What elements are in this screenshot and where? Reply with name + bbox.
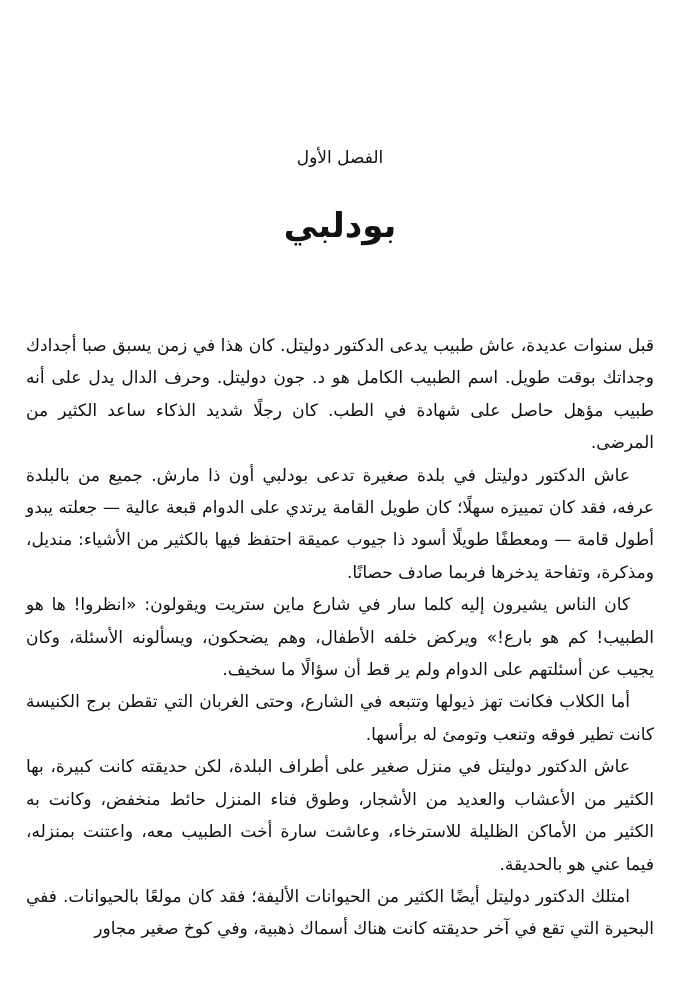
paragraph-3: كان الناس يشيرون إليه كلما سار في شارع ماين ستريت ويقولون: «انظروا! ها هو الطبيب! كم هو بارع!» ويركض خلفه الأطفال، وهم يضحكون، ويسألونه الأسئلة، وكان يجيب عن أسئلتهم على الدوام ولم ير قط أن سؤالًا ما سخيف.: [26, 595, 654, 681]
chapter-body: [26, 330, 654, 946]
paragraph-6: امتلك الدكتور دوليتل أيضًا الكثير من الحيوانات الأليفة؛ فقد كان مولعًا بالحيوانات. ففي البحيرة التي تقع في آخر حديقته كانت هناك أسماك ذهبية، وفي كوخ صغير مجاور: [26, 886, 654, 940]
paragraph-4: أما الكلاب فكانت تهز ذيولها وتتبعه في الشارع، وحتى الغربان التي تقطن برج الكنيسة كانت تطير فوقه وتنعب وتومئ له برأسها.: [26, 692, 654, 745]
chapter-title: بودلبي: [283, 206, 397, 246]
chapter-label: الفصل الأول: [296, 148, 384, 168]
paragraph-5: عاش الدكتور دوليتل في منزل صغير على أطراف البلدة، لكن حديقته كانت كبيرة، بها الكثير من الأعشاب والعديد من الأشجار، وطوق فناء المنزل حائط منخفض، وكانت به الكثير من الأماكن الظليلة للاسترخاء، وعاشت سارة أخت الطبيب معه، واعتنت بمنزله، فيما عني هو بالحديقة.: [26, 757, 654, 875]
paragraph-1: قبل سنوات عديدة، عاش طبيب يدعى الدكتور دوليتل. كان هذا في زمن يسبق صبا أجدادك وجداتك بوقت طويل. اسم الطبيب الكامل هو د. جون دوليتل. وحرف الدال يدل على أنه طبيب مؤهل حاصل على شهادة في الطب. كان رجلًا شديد الذكاء ساعد الكثير من المرضى.: [26, 336, 654, 454]
paragraph-2: عاش الدكتور دوليتل في بلدة صغيرة تدعى بودلبي أون ذا مارش. جميع من بالبلدة عرفه، فقد كان تمييزه سهلًا؛ كان طويل القامة يرتدي على الدوام قبعة عالية — جعلته يبدو أطول قامة — ومعطفًا طويلًا أسود ذا جيوب عميقة احتفظ فيها بالكثير من الأشياء: منديل، ومذكرة، وتفاحة يدخرها فربما صادف حصانًا.: [26, 465, 654, 583]
